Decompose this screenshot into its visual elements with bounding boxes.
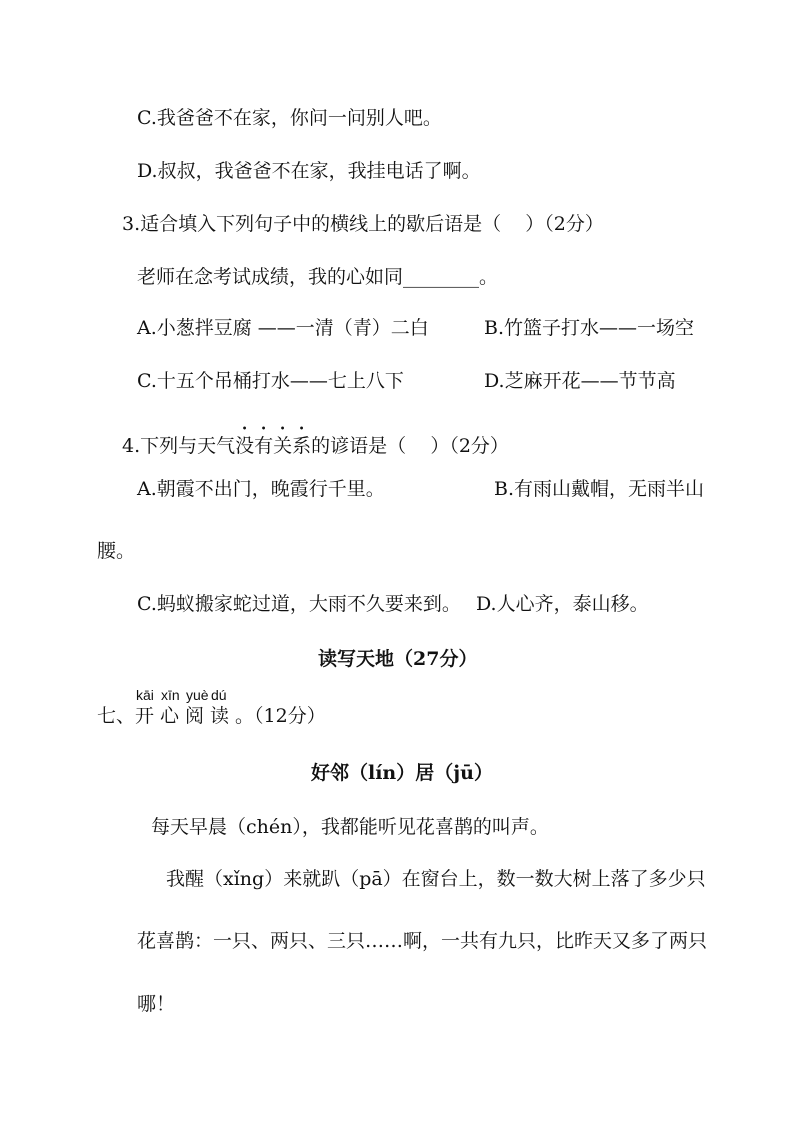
pinyin: dú [211,687,227,703]
q2-option-c: C.我爸爸不在家，你问一问别人吧。 [137,107,442,129]
q4-stem-after: 的谚语是（ ）（2分） [311,435,509,457]
pinyin: yuè [186,687,209,703]
q4-option-b: B.有雨山戴帽，无雨半山 [494,478,705,500]
q4-stem [122,424,509,457]
passage-line: 每天早晨（chén），我都能听见花喜鹊的叫声。 [151,816,549,838]
q4-option-d: D.人心齐，泰山移。 [476,593,649,615]
section7-title [97,686,326,728]
passage-line: 花喜鹊：一只、两只、三只……啊，一共有九只，比昨天又多了两只 [137,930,708,952]
q3-stem: 3.适合填入下列句子中的横线上的歇后语是（ ）（2分） [122,213,604,235]
q4-option-c: C.蚂蚁搬家蛇过道，大雨不久要来到。 [137,593,461,615]
ruby-char [185,686,210,728]
ruby-char [135,686,160,728]
q3-option-d: D.芝麻开花——节节高 [484,370,676,392]
q4-option-b-wrap: 腰。 [97,540,136,562]
q4-option-a: A.朝霞不出门，晚霞行千里。 [137,478,385,500]
passage-line: 哪！ [137,993,176,1015]
passage-title: 好邻（lín）居（jū） [311,762,493,784]
q3-option-c: C.十五个吊桶打水——七上八下 [137,370,404,392]
q3-option-a: A.小葱拌豆腐 ——一清（青）二白 [137,317,429,339]
hanzi: 开 [135,705,155,727]
ruby-char [160,686,185,728]
section7-suffix: 。（12分） [235,705,326,727]
ruby-char [210,686,235,728]
passage-line: 我醒（xǐng）来就趴（pā）在窗台上，数一数大树上落了多少只 [166,868,706,890]
q2-option-d: D.叔叔，我爸爸不在家，我挂电话了啊。 [137,160,481,182]
q4-stem-emphasis: 没有关系 [235,435,312,457]
section7-number: 七、 [97,705,136,727]
section-heading: 读写天地（27分） [318,648,478,670]
q4-stem-before: 4.下列与天气 [122,435,236,457]
q3-option-b: B.竹篮子打水——一场空 [484,317,695,339]
hanzi: 阅 [185,705,205,727]
hanzi: 读 [210,705,230,727]
pinyin: kāi [136,687,154,703]
q3-sentence: 老师在念考试成绩，我的心如同________。 [137,266,499,288]
hanzi: 心 [160,705,180,727]
pinyin: xīn [161,687,180,703]
